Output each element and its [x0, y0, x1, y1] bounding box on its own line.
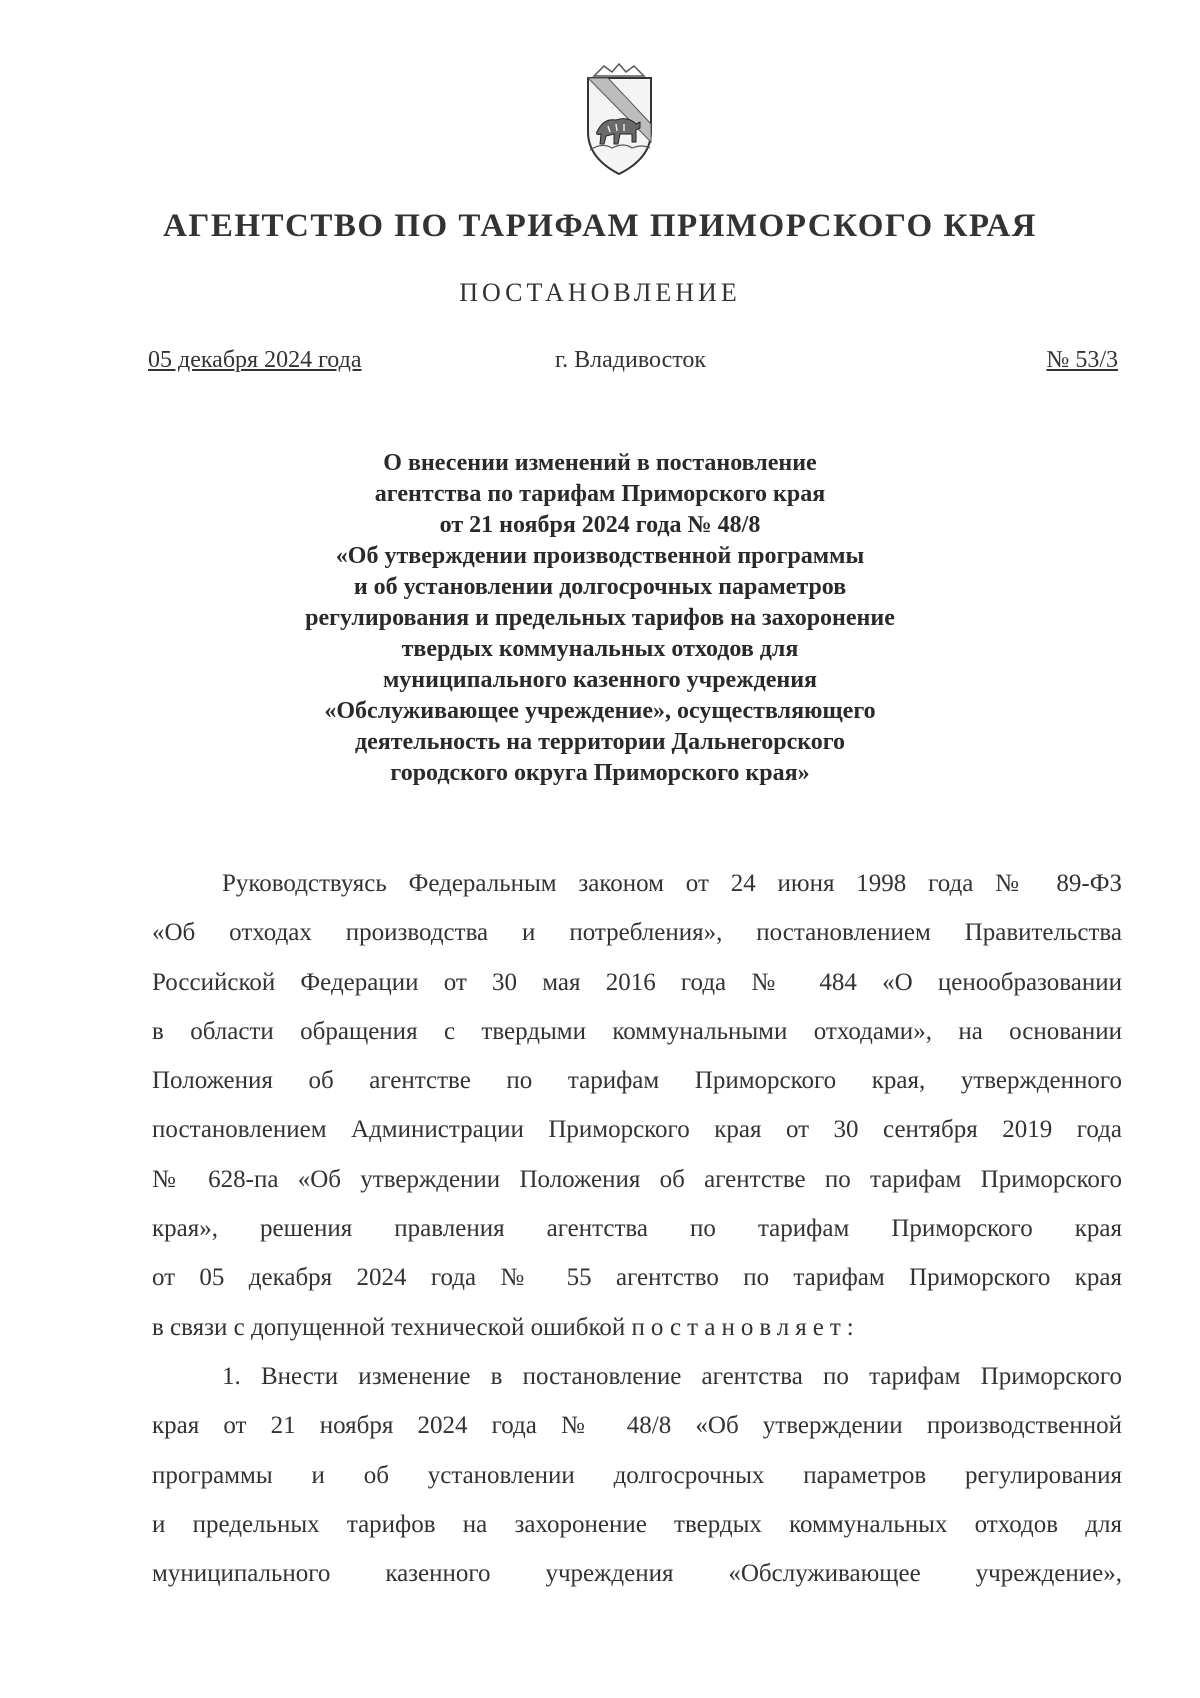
item-1-line: муниципального казенного учреждения «Обслуживающее учреждение»,	[152, 1560, 1122, 1588]
preamble-paragraph	[152, 859, 1122, 1598]
preamble-line	[152, 1303, 1122, 1352]
item-1-line: и предельных тарифов на захоронение твердых коммунальных отходов для	[152, 1510, 1122, 1538]
subject-line: деятельность на территории Дальнегорского	[354, 729, 846, 755]
preamble-line: от 05 декабря 2024 года № 55 агентство по тарифам Приморского края	[152, 1264, 1122, 1292]
subject-line: от 21 ноября 2024 года № 48/8	[439, 512, 761, 538]
subject-line: «Обслуживающее учреждение», осуществляющего	[324, 698, 876, 724]
preamble-line: № 628-па «Об утверждении Положения об агентстве по тарифам Приморского	[152, 1165, 1122, 1193]
preamble-last-text: в связи с допущенной технической ошибкой	[152, 1313, 626, 1341]
preamble-line: «Об отходах производства и потребления», постановлением Правительства	[152, 919, 1122, 947]
document-type: ПОСТАНОВЛЕНИЕ	[459, 278, 741, 307]
subject-line: регулирования и предельных тарифов на захоронение	[305, 605, 895, 631]
subject-line: муниципального казенного учреждения	[382, 667, 818, 693]
item-1-line: края от 21 ноября 2024 года № 48/8 «Об утверждении производственной	[152, 1412, 1122, 1440]
document-city: г. Владивосток	[555, 347, 707, 373]
preamble-line: Российской Федерации от 30 мая 2016 года № 484 «О ценообразовании	[152, 968, 1122, 996]
document-subject	[200, 448, 1000, 789]
subject-line: твердых коммунальных отходов для	[401, 636, 799, 662]
document-date: 05 декабря 2024 года	[148, 347, 362, 373]
preamble-line: края», решения правления агентства по тарифам Приморского края	[152, 1215, 1122, 1243]
subject-line: городского округа Приморского края»	[390, 760, 810, 786]
document-number: № 53/3	[1046, 347, 1118, 373]
agency-title: АГЕНТСТВО ПО ТАРИФАМ ПРИМОРСКОГО КРАЯ	[163, 208, 1037, 244]
decree-word: постановляет:	[631, 1313, 860, 1341]
coat-of-arms-icon	[582, 62, 657, 180]
item-1-line: программы и об установлении долгосрочных параметров регулирования	[152, 1461, 1122, 1489]
preamble-line: Положения об агентстве по тарифам Приморского края, утвержденного	[152, 1067, 1122, 1095]
subject-line: О внесении изменений в постановление	[383, 450, 817, 476]
preamble-line: в области обращения с твердыми коммунальными отходами», на основании	[152, 1017, 1122, 1045]
subject-line: агентства по тарифам Приморского края	[374, 481, 826, 507]
subject-line: «Об утверждении производственной программы	[335, 543, 865, 569]
subject-line: и об установлении долгосрочных параметров	[353, 574, 847, 600]
item-1-line: 1. Внести изменение в постановление агентства по тарифам Приморского	[222, 1362, 1122, 1390]
preamble-line: Руководствуясь Федеральным законом от 24 июня 1998 года № 89-ФЗ	[222, 870, 1122, 897]
preamble-line: постановлением Администрации Приморского края от 30 сентября 2019 года	[152, 1116, 1122, 1144]
